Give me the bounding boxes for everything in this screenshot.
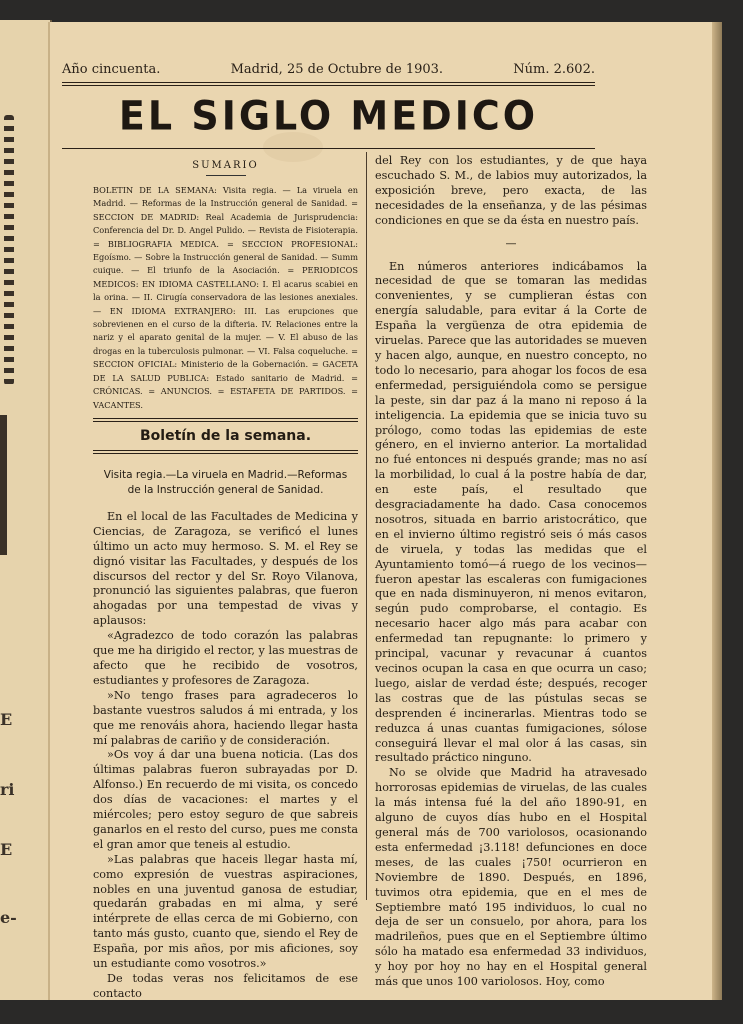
paragraph: De todas veras nos felicitamos de ese contacto: [93, 972, 358, 1000]
margin-fragment: e-: [0, 908, 17, 927]
date-label: Madrid, 25 de Octubre de 1903.: [230, 62, 444, 77]
margin-fragment: E: [0, 840, 13, 859]
year-label: Año cincuenta.: [62, 62, 161, 77]
column-divider: [366, 152, 367, 900]
section-rule: [93, 418, 358, 422]
margin-fragment: E: [0, 710, 13, 729]
boletin-subtitle: [93, 468, 358, 498]
header-meta-row: [62, 62, 595, 77]
paragraph: En números anteriores indicábamos la necesidad de que se tomaran las medidas convenientes, y se cumplieran éstas con energía saludable, para evitar á la Corte de España la vergüenza de otra epidemia de viruelas. Parece que las autoridades se mueven y hacen algo, aunque, en nuestro concepto, no todo lo necesario, para ahogar los focos de esa enfermedad, persiguiéndola como se persigue la peste, sin dar paz á la mano ni reposo á la inteligencia. La epidemia que se inicia tuvo su prólogo, como todas las epidemias de este género, en el invierno anterior. La mortalidad no fué entonces ni después grande; mas no así la morbilidad, lo cual á la postre había de dar, en este país, el resultado que desgraciadamente ha dado. Casa conocemos nosotros, situada en barrio aristocrático, que en el invierno último registró seis ó más casos de viruela, y todas las medidas que el Ayuntamiento tomó—á ruego de los vecinos—fueron apestar las escaleras con fumigaciones que en nada disminuyeron, ni menos evitaron, según pudo comprobarse, el contagio. Es necesario hacer algo más para acabar con enfermedad tan repugnante: lo primero y principal, vacunar y revacunar á cuantos vecinos ocupan la casa en que ocurra un caso; luego, aislar de verdad éste; después, recoger las costras que de las pústulas secas se desprenden é incinerarlas. Mientras todo se reduzca á unas cuantas fumigaciones, sólose conseguirá llevar el mal olor á las casas, sin resultado práctico ninguno.: [375, 259, 647, 765]
margin-fragment: ri: [0, 780, 15, 799]
paragraph: En el local de las Facultades de Medicina y Ciencias, de Zaragoza, se verificó el lunes último un acto muy hermoso. S. M. el Rey se dignó visitar las Facultades, y después de los discursos del rector y del Sr. Royo Vilanova, pronunció las siguientes palabras, que fueron ahogadas por una tempestad de vivas y aplausos:: [93, 509, 358, 628]
short-rule: [206, 175, 246, 176]
right-column: [375, 154, 647, 990]
issue-number: Núm. 2.602.: [513, 62, 595, 77]
paragraph: No se olvide que Madrid ha atravesado horrorosas epidemias de viruelas, de las cuales la más intensa fué la del año 1890-91, en alguno de cuyos días hubo en el Hospital general más de 700 variolosos, ocasionando esta enfermedad ¡3.118! defunciones en doce meses, de las cuales ¡750! ocurrieron en Noviembre de 1890. Después, en 1896, tuvimos otra epidemia, que en el mes de Septiembre mató 195 individuos, lo cual no deja de ser un consuelo, por ahora, para los madrileños, pues que en el Septiembre último sólo ha matado esa enfermedad 33 individuos, y hoy por hoy no hay en el Hospital general más que unos 100 variolosos. Hoy, como: [375, 766, 647, 989]
masthead: [62, 62, 595, 140]
newspaper-title: EL SIGLO MEDICO: [118, 92, 539, 140]
boletin-title: Boletín de la semana.: [139, 427, 312, 444]
dash-separator: —: [505, 236, 517, 250]
paragraph: »Las palabras que haceis llegar hasta mí, como expresión de vuestras aspiraciones, nobles en una juventud ganosa de estudiar, quedarán grabadas en mi alma, y seré intérprete de ellas cerca de mi Gobierno, con tanto más gusto, cuanto que, siendo el Rey de España, por mis años, por mis aficiones, soy un estudiante como vosotros.»: [93, 852, 358, 971]
sumario-heading: SUMARIO: [192, 160, 259, 171]
header-rule: [62, 82, 595, 86]
paragraph: del Rey con los estudiantes, y de que haya escuchado S. M., de labios muy autorizados, la exposición breve, pero exacta, de las necesidades de la enseñanza, y de las pésimas condiciones en que se da ésta en nuestro país.: [375, 154, 647, 227]
paragraph: »Os voy á dar una buena noticia. (Las dos últimas palabras fueron subrayadas por D. Alfonso.) En recuerdo de mi visita, os concedo dos días de vacaciones: el martes y el miércoles; pero estoy seguro de que sabreis ganarlos en el resto del curso, pues me consta el gran amor que teneis al estudio.: [93, 748, 358, 851]
section-rule: [93, 450, 358, 454]
dotted-ornament: [4, 115, 14, 385]
dark-bar-ornament: [0, 415, 7, 555]
paragraph: «Agradezco de todo corazón las palabras que me ha dirigido el rector, y las muestras de afecto que he recibido de vosotros, estudiantes y profesores de Zaragoza.: [93, 629, 358, 687]
boletin-subtitle-line-2: de la Instrucción general de Sanidad.: [127, 483, 324, 496]
adjacent-page-edge: [0, 20, 52, 1000]
title-rule: [62, 148, 595, 149]
boletin-subtitle-line-1: Visita regia.—La viruela en Madrid.—Reformas: [103, 468, 348, 481]
page-edge: [712, 22, 722, 1000]
paragraph: »No tengo frases para agradeceros lo bastante vuestros saludos á mi entrada, y los que me renováis ahora, haciendo llegar hasta mí palabras de cariño y de consideración.: [93, 688, 358, 747]
sumario-text: BOLETIN DE LA SEMANA: Visita regia. — La viruela en Madrid. — Reformas de la Instrucción general de Sanidad. = SECCION DE MADRID: Real Academia de Jurisprudencia: Conferencia del Dr. D. Angel Pulido. — Revista de Fisioterapia. = BIBLIOGRAFIA MEDICA. = SECCION PROFESIONAL: Egoísmo. — Sobre la Instrucción general de Sanidad. — Summ cuique. — El triunfo de la Asociación. = PERIODICOS MEDICOS: EN IDIOMA CASTELLANO: I. El acarus scabiei en la orina. — II. Cirugía conservadora de las lesiones anexiales. — EN IDIOMA EXTRANJERO: III. Las erupciones que sobrevienen en el curso de la difteria. IV. Relaciones entre la nariz y el aparato genital de la mujer. — V. El abuso de las drogas en la tuberculosis pulmonar. — VI. Falsa coqueluche. = SECCION OFICIAL: Ministerio de la Gobernación. = GACETA DE LA SALUD PUBLICA: Estado sanitario de Madrid. = CRÓNICAS. = ANUNCIOS. = ESTAFETA DE PARTIDOS. = VACANTES.: [93, 185, 358, 410]
left-column: [93, 160, 358, 1002]
